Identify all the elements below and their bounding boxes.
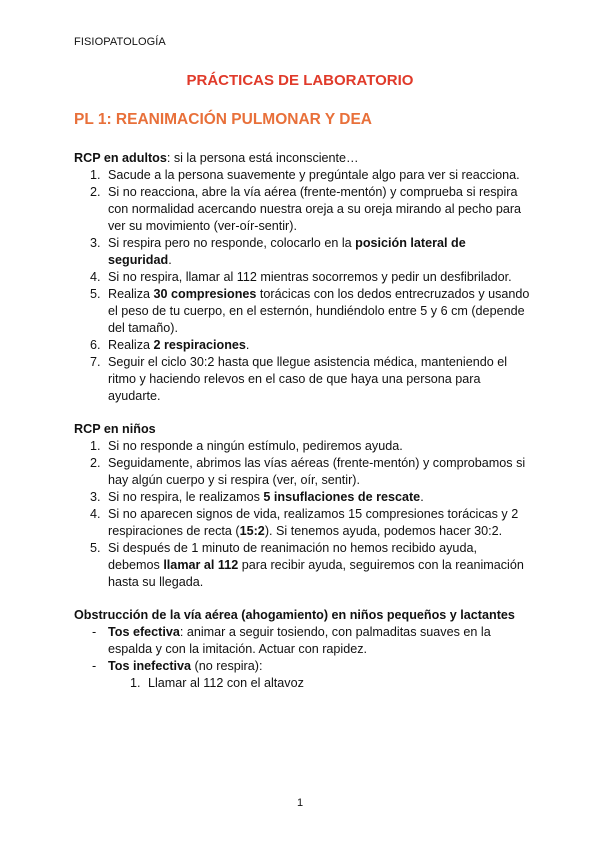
obstruccion-intro (74, 607, 530, 624)
list-item (74, 455, 530, 489)
list-text: Sacude a la persona suavemente y pregúntale algo para ver si reacciona. (108, 168, 520, 182)
list-text: Si no aparecen signos de vida, realizamos 15 compresiones torácicas y 2 respiraciones de recta ( (108, 507, 519, 538)
list-text-bold: llamar al 112 (163, 558, 239, 572)
list-number: 7. (90, 355, 101, 369)
list-text-bold: posición lateral de seguridad (108, 236, 466, 267)
obstruccion-label: Obstrucción de la vía aérea (ahogamiento) en niños pequeños y lactantes (74, 608, 515, 622)
page-number: 1 (296, 797, 304, 809)
list-number: 1. (90, 439, 101, 453)
list-item (74, 489, 530, 506)
page-header: FISIOPATOLOGÍA (74, 36, 166, 48)
list-number: 5. (90, 541, 101, 555)
list-number: 2. (90, 456, 101, 470)
list-text-bold: 5 insuflaciones de rescate (263, 490, 421, 504)
list-text-end: ). Si tenemos ayuda, podemos hacer 30:2. (264, 524, 503, 538)
rcp-ninos-list (74, 438, 530, 591)
rcp-adultos-list (74, 167, 530, 405)
list-text: Seguidamente, abrimos las vías aéreas (frente-mentón) y comprobamos si hay algún cuerpo y si respira (ver, oír, sentir). (108, 456, 526, 487)
list-text: Seguir el ciclo 30:2 hasta que llegue asistencia médica, manteniendo el ritmo y haciendo relevos en el caso de que haya una persona para ayudarte. (108, 355, 508, 403)
list-number: 4. (90, 507, 101, 521)
list-number: 3. (90, 490, 101, 504)
list-number: 2. (90, 185, 101, 199)
list-text: : animar a seguir tosiendo, con palmaditas suaves en la espalda y con la imitación. Actuar con rapidez. (108, 625, 491, 656)
list-number: 3. (90, 236, 101, 250)
obstruccion-list (74, 624, 530, 675)
list-text-end: para recibir ayuda, seguiremos con la reanimación hasta su llegada. (108, 558, 524, 589)
list-text-bold: Tos inefectiva (108, 659, 192, 673)
list-item (74, 658, 530, 675)
list-item (74, 506, 530, 540)
document-body (74, 150, 530, 692)
list-text-end: . (168, 253, 172, 267)
rcp-ninos-label: RCP en niños (74, 422, 156, 436)
list-number: 1. (90, 168, 101, 182)
rcp-ninos-intro (74, 421, 530, 438)
list-text: (no respira): (191, 659, 263, 673)
list-number: 6. (90, 338, 101, 352)
section-heading: PL 1: REANIMACIÓN PULMONAR Y DEA (74, 111, 372, 128)
list-text: Realiza (108, 338, 154, 352)
list-item (74, 184, 530, 235)
document-title: PRÁCTICAS DE LABORATORIO (186, 72, 414, 89)
list-text-bold: 15:2 (239, 524, 265, 538)
list-text-end: . (245, 338, 250, 352)
list-text: Si después de 1 minuto de reanimación no hemos recibido ayuda, debemos (108, 541, 477, 572)
list-item (74, 269, 530, 286)
list-text: Si no respira, le realizamos (108, 490, 264, 504)
obstruccion-sublist (74, 675, 530, 692)
list-item (74, 354, 530, 405)
list-text-end: torácicas con los dedos entrecruzados y usando el peso de tu cuerpo, en el esternón, hundiéndolo entre 5 y 6 cm (depende del tamaño). (108, 287, 530, 335)
list-number: 1. (130, 676, 141, 690)
list-item (74, 540, 530, 591)
list-text: Si no reacciona, abre la vía aérea (frente-mentón) y comprueba si respira con normalidad acercando nuestra oreja a su oreja mirando al pecho para ver su movimiento (ver-oír-sentir). (108, 185, 522, 233)
rcp-adultos-label: RCP en adultos (74, 151, 167, 165)
list-text-bold: 30 compresiones (153, 287, 257, 301)
rcp-adultos-intro-text: : si la persona está inconsciente… (166, 151, 359, 165)
list-number: 5. (90, 287, 101, 301)
dash-bullet: - (92, 659, 97, 673)
list-item (74, 167, 530, 184)
list-item (74, 235, 530, 269)
list-text-bold: Tos efectiva (108, 625, 180, 639)
list-text: Si no responde a ningún estímulo, pediremos ayuda. (108, 439, 403, 453)
list-text: Si respira pero no responde, colocarlo en la (108, 236, 356, 250)
list-text-bold: 2 respiraciones (153, 338, 246, 352)
list-item (74, 675, 530, 692)
list-item (74, 438, 530, 455)
list-item (74, 337, 530, 354)
list-text: Realiza (108, 287, 154, 301)
rcp-adultos-intro (74, 150, 530, 167)
list-text: Llamar al 112 con el altavoz (148, 676, 304, 690)
list-item (74, 286, 530, 337)
dash-bullet: - (92, 625, 97, 639)
list-text-end: . (420, 490, 424, 504)
list-item (74, 624, 530, 658)
list-number: 4. (90, 270, 101, 284)
list-text: Si no respira, llamar al 112 mientras socorremos y pedir un desfibrilador. (108, 270, 512, 284)
